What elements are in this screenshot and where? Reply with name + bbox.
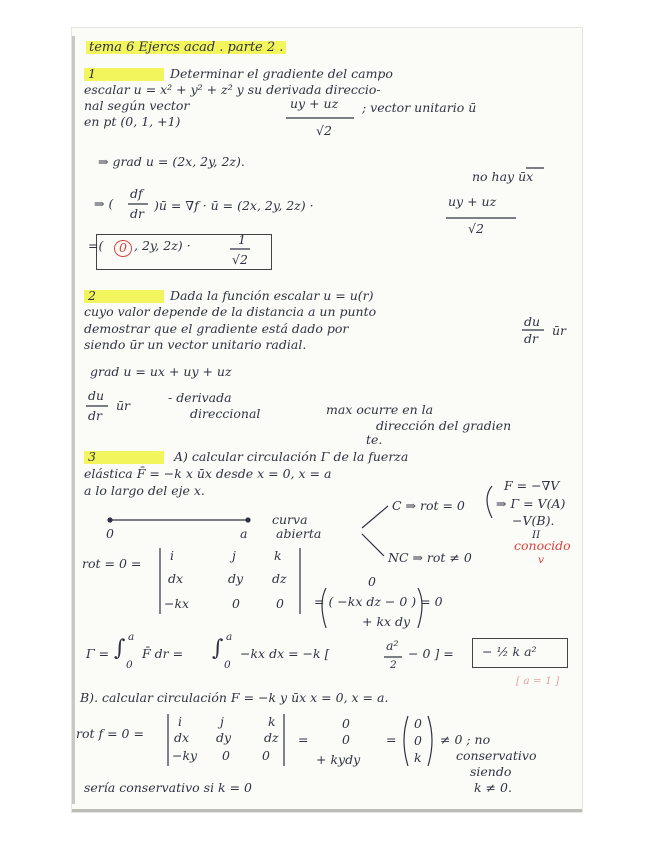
rot-equation-label: rot = 0 = — [82, 556, 142, 571]
problem-1-line-4: en pt (0, 1, +1) — [84, 114, 181, 129]
problem-1-line-3b: ; vector unitario ū — [362, 100, 477, 115]
problem-2-line-1: Dada la función escalar u = u(r) — [170, 288, 374, 303]
integral-1-lower: 0 — [126, 659, 133, 671]
problem-1-step-2-mid: )ū = ∇f · ū = (2x, 2y, 2z) · — [154, 198, 314, 213]
problem-2-step-1: grad u = ux + uy + uz — [90, 364, 232, 379]
rotf-vec-1: 0 — [414, 716, 422, 731]
gamma-mid-2: −kx dx = −k [ — [240, 646, 330, 661]
rotf-col-3: + kydy — [316, 752, 361, 767]
integral-2-lower: 0 — [224, 659, 231, 671]
rot-result-bot: + kx dy — [362, 614, 411, 629]
rotf-conservativo: conservativo — [456, 748, 537, 763]
integral-1-upper: a — [128, 631, 135, 643]
curve-label-2: abierta — [276, 526, 322, 541]
problem-3b-last: sería conservativo si k = 0 — [84, 780, 253, 795]
page-title: tema 6 Ejercs acad . parte 2 . — [86, 41, 286, 54]
problem-2-step-2-e: te. — [366, 432, 383, 447]
problem-2-line-3-dr: dr — [524, 331, 538, 346]
rotf-vec-3: k — [414, 750, 422, 765]
matrix-1-r2c1: dx — [168, 571, 184, 586]
gamma-end: − 0 ] = — [408, 646, 454, 661]
problem-3-line-3: a lo largo del eje x. — [84, 483, 205, 498]
force-gradient: F = −∇V — [504, 478, 560, 493]
matrix-2-r3c2: 0 — [222, 748, 230, 763]
problem-3b-rot-label: rot f = 0 = — [76, 726, 144, 741]
problem-2-step-2-ur: ūr — [116, 398, 131, 413]
matrix-2-r3c3: 0 — [262, 748, 270, 763]
matrix-2-r2c3: dz — [264, 730, 279, 745]
axis-origin-label: 0 — [106, 526, 114, 541]
problem-1-frac-num: uy + uz — [290, 96, 339, 111]
problem-2-step-2-c: max ocurre en la — [326, 402, 434, 417]
problem-1-line-3a: nal según vector — [84, 98, 190, 113]
gamma-potential: ⇒ Γ = V(A) — [496, 496, 566, 511]
matrix-2-r2c1: dx — [174, 730, 190, 745]
minus-potential-b: −V(B). — [512, 513, 555, 528]
problem-2-step-2-d: dirección del gradien — [376, 418, 512, 433]
integral-sign-1: ∫ — [114, 636, 126, 661]
problem-3-number: 3 — [88, 449, 96, 464]
problem-1-step-2-df: df — [130, 186, 143, 201]
matrix-1-r2c3: dz — [272, 571, 287, 586]
gamma-a-squared: a² — [386, 638, 399, 653]
problem-1-result-text: , 2y, 2z) · — [134, 238, 191, 253]
rotf-eq-2: = — [386, 732, 397, 747]
gamma-lhs: Γ = — [86, 646, 110, 661]
conservative-rot: C ⇒ rot = 0 — [392, 498, 465, 513]
integral-sign-2: ∫ — [212, 636, 224, 661]
integral-2-upper: a — [226, 631, 233, 643]
problem-2-step-2-du: du — [88, 388, 105, 403]
rotf-col-2: 0 — [342, 732, 350, 747]
problem-1-number: 1 — [88, 66, 96, 81]
problem-3-line-1: A) calcular circulación Γ de la fuerza — [174, 449, 409, 464]
matrix-1-r2c2: dy — [228, 571, 244, 586]
problem-1-step-1: ⇒ grad u = (2x, 2y, 2z). — [98, 154, 245, 169]
notebook-page — [72, 28, 582, 812]
matrix-2-r2c2: dy — [216, 730, 232, 745]
axis-end-label: a — [240, 526, 248, 541]
matrix-1-r1c3: k — [274, 548, 282, 563]
problem-1-step-2-den: √2 — [468, 221, 484, 236]
pink-note: [ a = 1 ] — [516, 675, 560, 687]
curve-label-1: curva — [272, 512, 308, 527]
problem-1-line-2: escalar u = x² + y² + z² y su derivada direccio- — [84, 82, 381, 97]
rotf-k-ne: k ≠ 0. — [474, 780, 512, 795]
handwriting-strokes — [72, 28, 582, 812]
known-label: conocido — [514, 538, 571, 553]
problem-1-line-1: Determinar el gradiente del campo — [170, 66, 393, 81]
matrix-1-r1c1: i — [170, 548, 174, 563]
matrix-2-r1c2: j — [220, 714, 224, 729]
gamma-mid: F̄ dr = — [142, 646, 184, 661]
problem-2-line-3-du: du — [524, 314, 541, 329]
gamma-result: − ½ k a² — [482, 644, 537, 659]
problem-2-line-3-ur: ūr — [552, 323, 567, 338]
problem-1-step-2-dr: dr — [130, 206, 144, 221]
rotf-col-1: 0 — [342, 716, 350, 731]
matrix-2-r3c1: −ky — [172, 748, 198, 763]
matrix-2-r1c1: i — [178, 714, 182, 729]
problem-1-result-den: √2 — [232, 252, 248, 267]
gamma-two: 2 — [390, 659, 397, 671]
rotf-siendo: siendo — [470, 764, 512, 779]
problem-2-line-4: siendo ūr un vector unitario radial. — [84, 337, 307, 352]
matrix-1-r3c3: 0 — [276, 596, 284, 611]
problem-1-note: no hay ūx — [472, 169, 534, 184]
problem-1-result-eq: =( — [88, 238, 104, 253]
rot-result-top: 0 — [368, 574, 376, 589]
problem-2-line-2: cuyo valor depende de la distancia a un punto — [84, 304, 377, 319]
matrix-1-r3c2: 0 — [232, 596, 240, 611]
matrix-2-r1c3: k — [268, 714, 276, 729]
problem-1-frac-den: √2 — [316, 123, 332, 138]
problem-1-result-num: 1 — [238, 232, 246, 247]
problem-1-result-zero: 0 — [114, 240, 132, 257]
problem-2-line-3a: demostrar que el gradiente está dado por — [84, 321, 349, 336]
rotf-vec-2: 0 — [414, 733, 422, 748]
problem-2-step-2-a: - derivada — [168, 390, 232, 405]
problem-2-number: 2 — [88, 288, 96, 303]
known-v: v — [538, 554, 544, 566]
nonconservative-rot: NC ⇒ rot ≠ 0 — [388, 550, 472, 565]
rotf-not-zero: ≠ 0 ; no — [440, 732, 491, 747]
problem-2-step-2-dr: dr — [88, 408, 102, 423]
problem-3-line-2: elástica F̄ = −k x ūx desde x = 0, x = a — [84, 466, 332, 481]
rotf-eq: = — [298, 732, 309, 747]
problem-1-step-2-num: uy + uz — [448, 194, 497, 209]
problem-3b-line-1: B). calcular circulación F = −k y ūx x = 0, x = a. — [80, 690, 389, 705]
matrix-1-r3c1: −kx — [164, 596, 190, 611]
matrix-1-r1c2: j — [232, 548, 236, 563]
problem-1-step-2-pre: ⇒ ( — [94, 196, 114, 211]
equals-mark: II — [532, 529, 541, 541]
rot-result-mid: = ( −kx dz − 0 ) = 0 — [314, 594, 443, 609]
problem-2-step-2-b: direccional — [190, 406, 261, 421]
